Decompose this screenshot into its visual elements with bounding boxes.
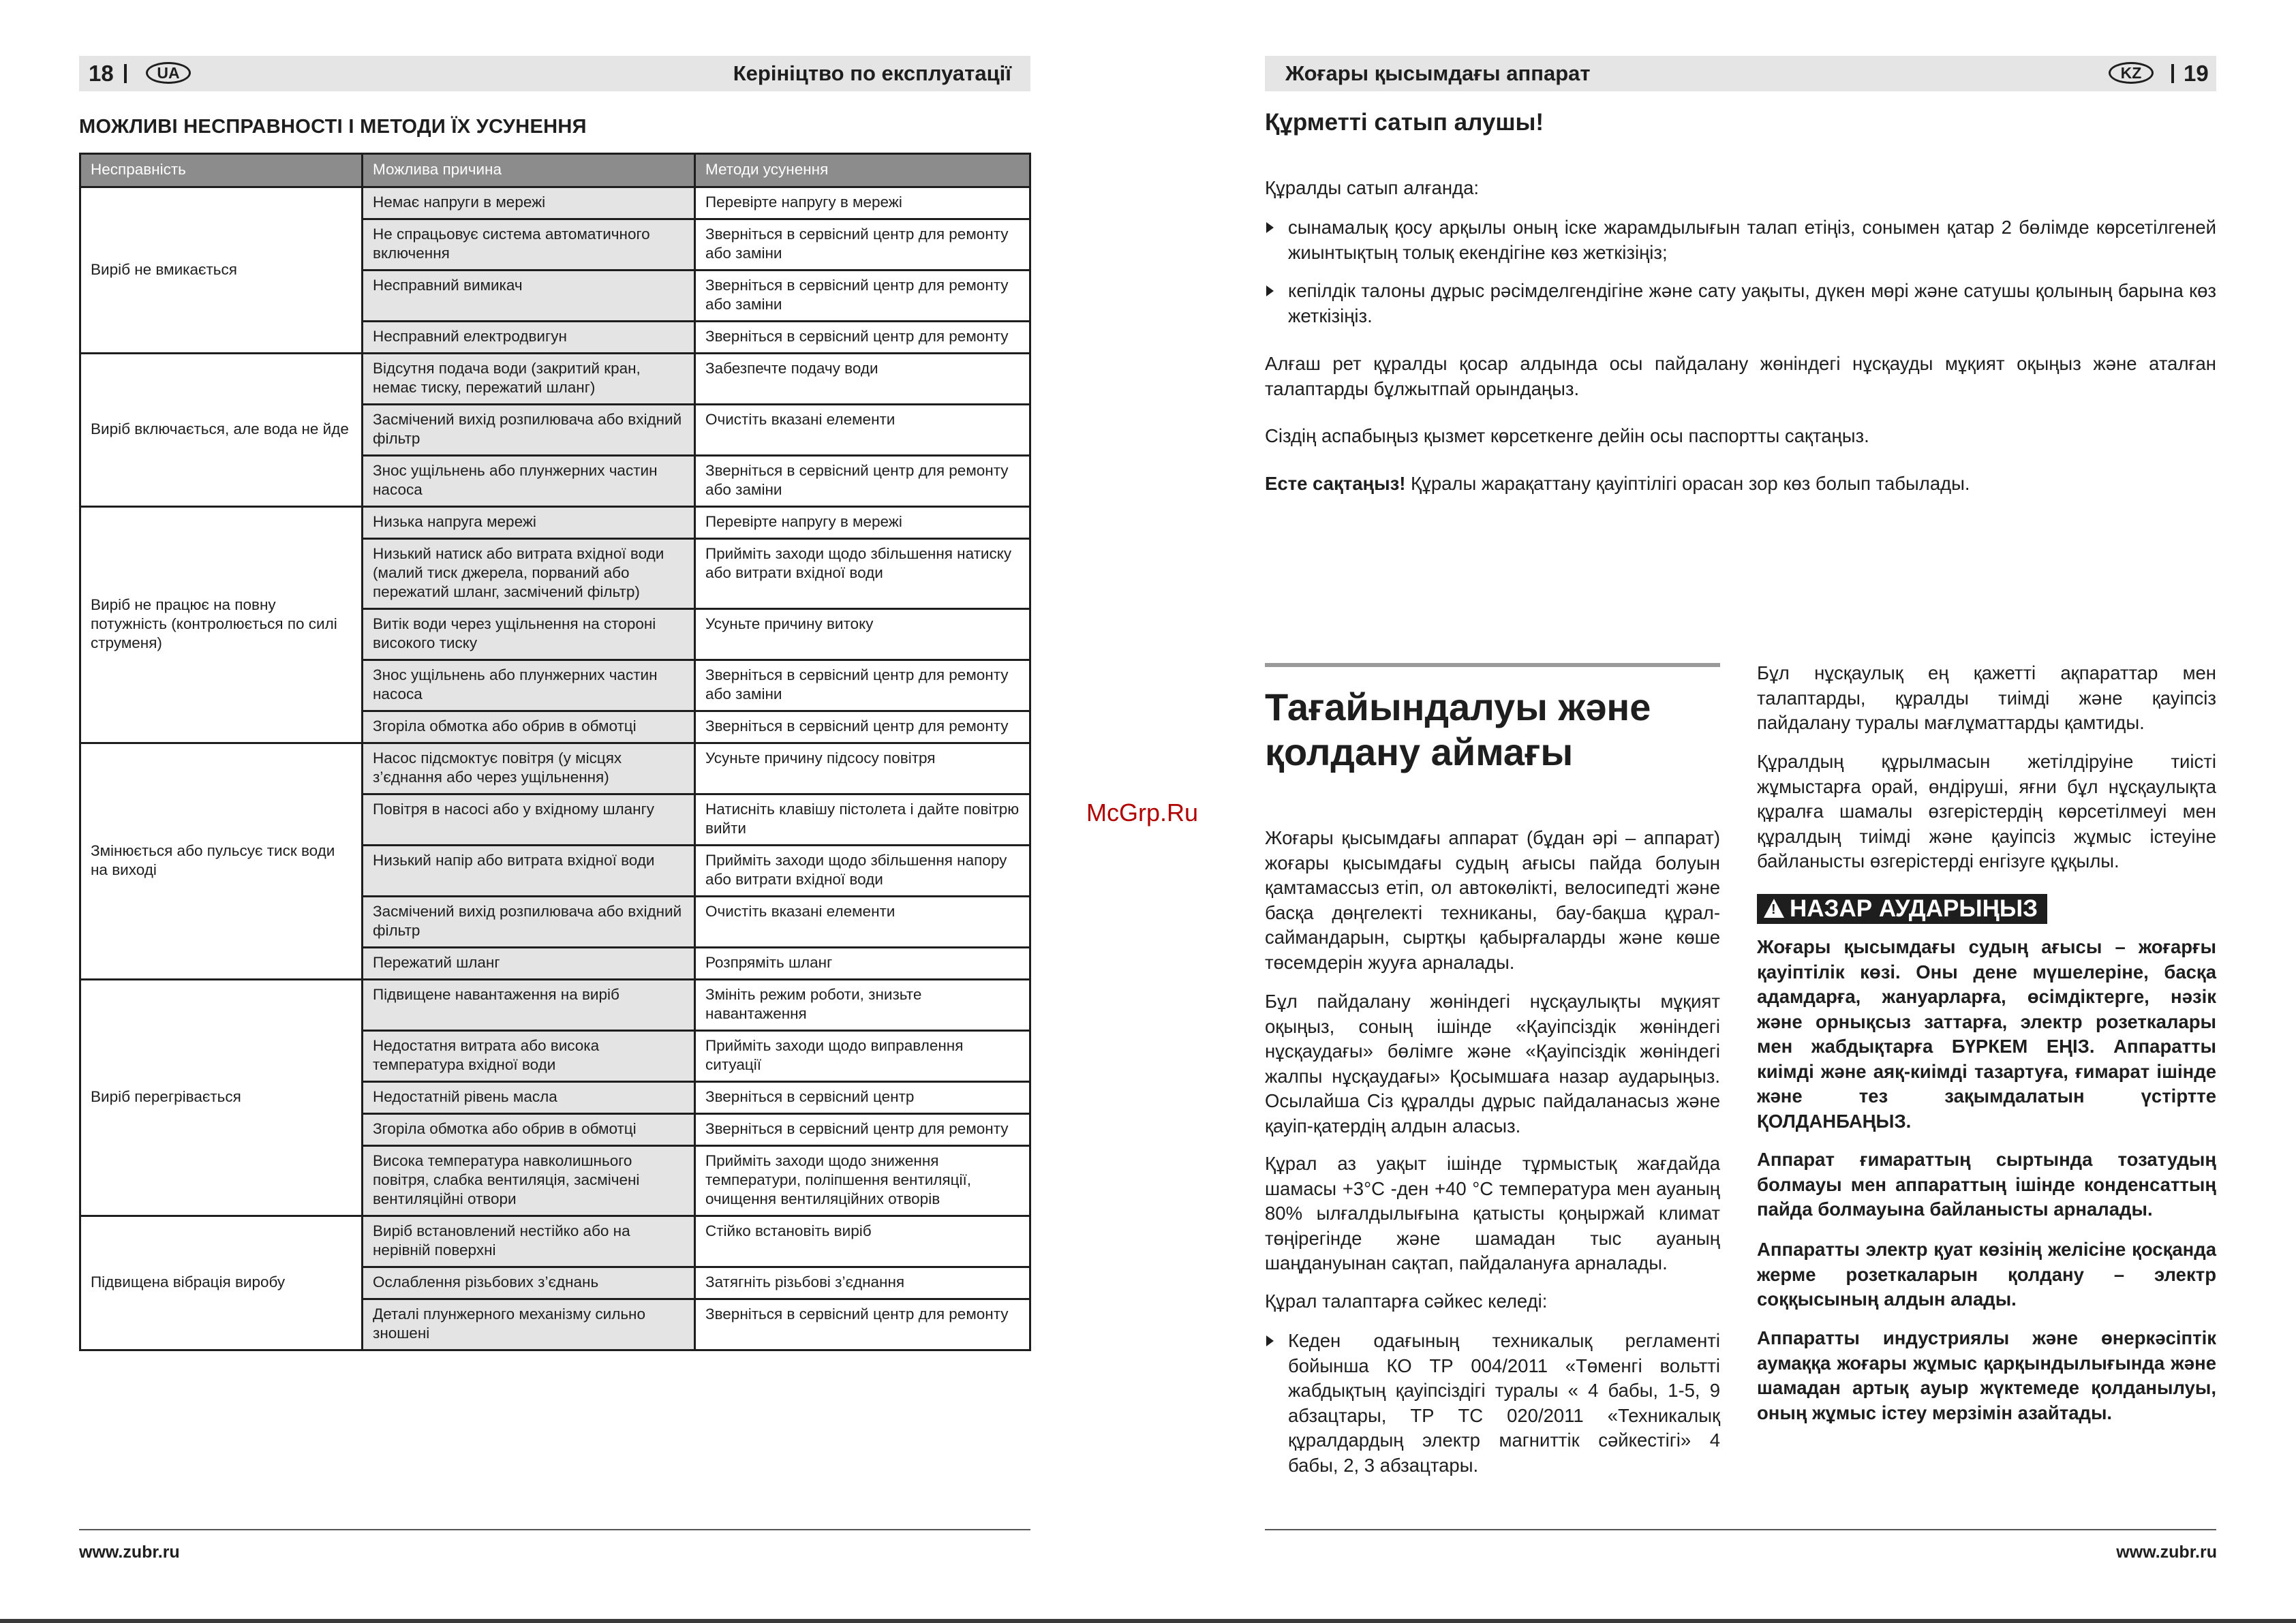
cause-cell: Немає напруги в мережі: [363, 187, 695, 219]
footer-rule: [1265, 1529, 2216, 1530]
table-row: [80, 980, 1030, 1031]
cause-cell: Виріб встановлений нестійко або на нерівній поверхні: [363, 1216, 695, 1267]
cause-cell: Несправний вимикач: [363, 270, 695, 322]
warning-paragraph: Аппаратты электр қуат көзінің желісіне қосқанда жерме розеткаларын қолдану – электр соққысының алдын алады.: [1757, 1239, 2216, 1310]
title-rule: [1265, 663, 1720, 667]
purchase-checklist: [1265, 215, 2216, 342]
table-row: [80, 354, 1030, 405]
cause-cell: Засмічений вихід розпилювача або вхідний фільтр: [363, 405, 695, 456]
arrow-bullet-icon: [1266, 285, 1274, 296]
remedy-cell: Стійко встановіть виріб: [695, 1216, 1030, 1267]
cause-cell: Підвищене навантаження на виріб: [363, 980, 695, 1031]
compliance-list: [1265, 1329, 1720, 1491]
arrow-bullet-icon: [1266, 222, 1274, 233]
header-title: Керініцтво по експлуатації: [733, 61, 1011, 85]
language-badge: KZ: [2109, 62, 2154, 84]
remedy-cell: Змініть режим роботи, знизьте навантаження: [695, 980, 1030, 1031]
paragraph: Құралдың құрылмасын жетілдіруіне тиісті жұмыстарға орай, өндіруші, яғни бұл нұсқаулықта құралға шамалы өзгерістердің көрсетілмеуі мен құралдың тиімді және қауіпсіз жұмыс істеуіне байланысты өзгерістерді енгізуге құқылы.: [1757, 751, 2216, 871]
column-header: Методи усунення: [695, 154, 1030, 187]
watermark: McGrp.Ru: [1086, 799, 1199, 826]
table-row: [80, 743, 1030, 794]
paragraph: Құрал аз уақыт ішінде тұрмыстық жағдайда шамасы +3°С -ден +40 °С температура мен ауаның 80% ылғалдылығына қатысты қоңыржай климат төңірегінде және шамадан тыс ауаның шаңдануынан сақтап, пайдалануға арналады.: [1265, 1153, 1720, 1273]
cause-cell: Недостатній рівень масла: [363, 1082, 695, 1114]
table-row: [80, 507, 1030, 539]
cause-cell: Низька напруга мережі: [363, 507, 695, 539]
cause-cell: Знос ущільнень або плунжерних частин насоса: [363, 456, 695, 507]
fault-cell: Змінюється або пульсує тиск води на виході: [80, 743, 363, 980]
cause-cell: Відсутня подача води (закритий кран, немає тиску, пережатий шланг): [363, 354, 695, 405]
fault-cell: Виріб не працює на повну потужність (контролюється по силі струменя): [80, 507, 363, 743]
fault-cell: Підвищена вібрація виробу: [80, 1216, 363, 1350]
remedy-cell: Очистіть вказані елементи: [695, 897, 1030, 948]
paragraph: Бұл пайдалану жөніндегі нұсқаулықты мұқият оқыңыз, соның ішінде «Қауіпсіздік жөніндегі нұсқаудағы» бөлімге және «Қауіпсіздік жөніндегі жалпы нұсқаудағы» Қосымшаға назар аударыңыз. Осылайша Сіз құралды дұрыс пайдаланасыз және қауіп-қатердің алдын алаcыз.: [1265, 991, 1720, 1137]
cause-cell: Насос підсмоктує повітря (у місцях з’єднання або через ущільнення): [363, 743, 695, 794]
remedy-cell: Розпряміть шланг: [695, 948, 1030, 980]
arrow-bullet-icon: [1266, 1335, 1274, 1346]
paragraph: Сіздің аспабыңыз қызмет көрсеткенге дейін осы паспортты сақтаңыз.: [1265, 425, 1869, 446]
warning-badge: [1757, 894, 2047, 924]
page-number: 18: [89, 61, 114, 86]
remedy-cell: Натисніть клавішу пістолета і дайте повітрю вийти: [695, 794, 1030, 846]
right-page: [1148, 0, 2296, 1623]
remedy-cell: Зверніться в сервісний центр для ремонту: [695, 1114, 1030, 1146]
remedy-cell: Зверніться в сервісний центр: [695, 1082, 1030, 1114]
remedy-cell: Затягніть різьбові з’єднання: [695, 1267, 1030, 1299]
remedy-cell: Прийміть заходи щодо збільшення напору або витрати вхідної води: [695, 846, 1030, 897]
list-item: Кеден одағының техникалық регламенті бойынша КО ТР 004/2011 «Төменгі вольтті жабдықтың қауіпсіздігі туралы « 4 бабы, 1-5, 9 абзацтары, ТР ТС 020/2011 «Техникалық құралдардың электр магниттік сәйкестігі» 4 бабы, 2, 3 абзацтары.: [1265, 1329, 1720, 1478]
column-header: Можлива причина: [363, 154, 695, 187]
caution-paragraph: Есте сақтаңыз! Құралы жарақаттану қауіптілігі орасан зор көз болып табылады.: [1265, 473, 1970, 494]
remedy-cell: Прийміть заходи щодо зниження температури, поліпшення вентиляції, очищення вентиляційних отворів: [695, 1146, 1030, 1216]
header-separator: [124, 64, 127, 83]
remedy-cell: Зверніться в сервісний центр для ремонту: [695, 1299, 1030, 1350]
remedy-cell: Прийміть заходи щодо збільшення натиску або витрати вхідної води: [695, 539, 1030, 609]
language-badge: UA: [146, 62, 191, 84]
column-header: Несправність: [80, 154, 363, 187]
cause-cell: Несправний електродвигун: [363, 322, 695, 354]
warning-icon: !: [1764, 899, 1784, 918]
paragraph: Алғаш рет құралды қосар алдында осы пайдалану жөніндегі нұсқауды мұқият оқыңыз және аталған талаптарды бұлжытпай орындаңыз.: [1265, 353, 2216, 399]
header-separator: [2171, 64, 2174, 83]
remedy-cell: Зверніться в сервісний центр для ремонту або заміни: [695, 270, 1030, 322]
paragraph: Бұл нұсқаулық ең қажетті ақпараттар мен талаптарды, құралды тиімді және қауіпсіз пайдалану туралы мағлұматтарды қамтиды.: [1757, 662, 2216, 733]
troubleshooting-table: [79, 153, 1031, 1351]
remedy-cell: Зверніться в сервісний центр для ремонту або заміни: [695, 456, 1030, 507]
warning-label: НАЗАР АУДАРЫҢЫЗ: [1790, 895, 2038, 922]
page-number: 19: [2184, 61, 2209, 86]
fault-cell: Виріб не вмикається: [80, 187, 363, 354]
remedy-cell: Зверніться в сервісний центр для ремонту: [695, 711, 1030, 743]
cause-cell: Повітря в насосі або у вхідному шлангу: [363, 794, 695, 846]
remedy-cell: Усуньте причину підсосу повітря: [695, 743, 1030, 794]
cause-cell: Засмічений вихід розпилювача або вхідний фільтр: [363, 897, 695, 948]
cause-cell: Деталі плунжерного механізму сильно зношені: [363, 1299, 695, 1350]
warning-paragraph: Жоғары қысымдағы судың ағысы – жоғарғы қауіптілік көзі. Оны дене мүшелеріне, басқа адамдарға, жануарларға, өсімдіктерге, нәзік және орнықсыз заттарға, электр розеткалары мен жабдықтарға БҮРКЕМ ЕҢІЗ. Аппаратты киімді және аяқ-киімді тазартуға, ғимарат ішінде және тез зақымдалатын үстіртте ҚОЛДАНБАҢЫЗ.: [1757, 936, 2216, 1132]
remedy-cell: Очистіть вказані елементи: [695, 405, 1030, 456]
section-title: Тағайындалуы және қолдану аймағы: [1265, 685, 1651, 773]
caution-label: Есте сақтаңыз!: [1265, 473, 1406, 494]
footer-rule: [79, 1529, 1030, 1530]
footer-url: www.zubr.ru: [79, 1543, 180, 1562]
fault-cell: Виріб перегрівається: [80, 980, 363, 1216]
warning-paragraph: Аппаратты индустриялы және өнеркәсіптік аумаққа жоғары жұмыс қарқындылығында және шамадан артық ауыр жүктемеде қолданылуы, оның жұмыс істеу мерзімін азайтады.: [1757, 1327, 2216, 1423]
cause-cell: Пережатий шланг: [363, 948, 695, 980]
table-row: [80, 187, 1030, 219]
cause-cell: Згоріла обмотка або обрив в обмотці: [363, 711, 695, 743]
intro-text: Құралды сатып алғанда:: [1265, 177, 1480, 198]
cause-cell: Згоріла обмотка або обрив в обмотці: [363, 1114, 695, 1146]
section-title: МОЖЛИВІ НЕСПРАВНОСТІ І МЕТОДИ ЇХ УСУНЕННЯ: [79, 116, 587, 138]
table-row: [80, 1216, 1030, 1267]
cause-cell: Висока температура навколишнього повітря, слабка вентиляція, засмічені вентиляційні отвори: [363, 1146, 695, 1216]
cause-cell: Витік води через ущільнення на стороні високого тиску: [363, 609, 695, 660]
list-item: сынамалық қосу арқылы оның іске жарамдылығын талап етіңіз, сонымен қатар 2 бөлімде көрсетілгеней жиынтықтың толық екендігіне көз жеткізіңіз;: [1265, 215, 2216, 265]
list-item: кепілдік талоны дұрыс рәсімделгендігіне және сату уақыты, дүкен мөрі және сатушы қолының барына көз жеткізіңіз.: [1265, 279, 2216, 328]
warning-paragraph: Аппарат ғимараттың сыртында тозатудың болмауы мен аппараттың ішінде конденсаттың пайда болмауына байланысты арналады.: [1757, 1149, 2216, 1220]
paragraph: Жоғары қысымдағы аппарат (бұдан әрі – аппарат) жоғары қысымдағы судың ағысы пайда болуын қамтамассыз етіп, ол автокөлікті, велосипедті және басқа дөңгелекті техниканы, бау-бақша құрал-саймандарын, сыртқы қабырғаларды және көше төсемдерін жууға арналады.: [1265, 827, 1720, 973]
remedy-cell: Зверніться в сервісний центр для ремонту або заміни: [695, 660, 1030, 711]
paragraph: Құрал талаптарға сәйкес келеді:: [1265, 1290, 1548, 1312]
remedy-cell: Перевірте напругу в мережі: [695, 187, 1030, 219]
header-title: Жоғары қысымдағы аппарат: [1285, 61, 1591, 85]
page-header-bar: [1265, 56, 2216, 91]
page-header-bar: [79, 56, 1030, 91]
remedy-cell: Зверніться в сервісний центр для ремонту або заміни: [695, 219, 1030, 270]
fault-cell: Виріб включається, але вода не йде: [80, 354, 363, 507]
cause-cell: Низький напір або витрата вхідної води: [363, 846, 695, 897]
remedy-cell: Прийміть заходи щодо виправлення ситуації: [695, 1031, 1030, 1082]
footer-url: www.zubr.ru: [2116, 1543, 2217, 1562]
cause-cell: Ослаблення різьбових з’єднань: [363, 1267, 695, 1299]
scan-edge: [0, 1619, 2296, 1623]
cause-cell: Недостатня витрата або висока температура вхідної води: [363, 1031, 695, 1082]
remedy-cell: Перевірте напругу в мережі: [695, 507, 1030, 539]
cause-cell: Низький натиск або витрата вхідної води (малий тиск джерела, порваний або пережатий шланг, засмічений фільтр): [363, 539, 695, 609]
greeting-heading: Құрметті сатып алушы!: [1265, 109, 1544, 136]
remedy-cell: Усуньте причину витоку: [695, 609, 1030, 660]
remedy-cell: Зверніться в сервісний центр для ремонту: [695, 322, 1030, 354]
cause-cell: Не спрацьовує система автоматичного включення: [363, 219, 695, 270]
remedy-cell: Забезпечте подачу води: [695, 354, 1030, 405]
cause-cell: Знос ущільнень або плунжерних частин насоса: [363, 660, 695, 711]
